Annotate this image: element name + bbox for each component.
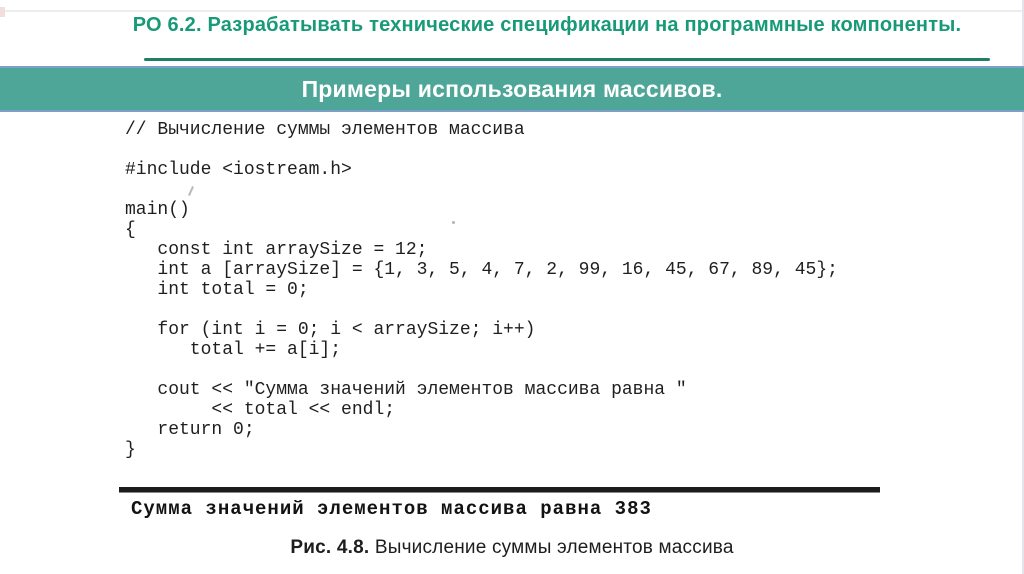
code-line: << total << endl; xyxy=(125,400,396,420)
header-underline-rule xyxy=(144,58,990,61)
scan-artifact-dot xyxy=(452,221,455,224)
code-line xyxy=(125,180,838,200)
code-line xyxy=(125,360,838,380)
code-line: const int arraySize = 12; xyxy=(125,240,428,260)
code-line: total += a[i]; xyxy=(125,340,342,360)
code-line xyxy=(125,300,838,320)
figure-caption-number: Рис. 4.8. xyxy=(290,537,370,558)
code-line: #include <iostream.h> xyxy=(125,160,352,180)
section-banner xyxy=(0,66,1024,112)
code-line: { xyxy=(125,220,136,240)
code-line: // Вычисление суммы элементов массива xyxy=(125,120,525,140)
code-line: main() xyxy=(125,200,190,220)
slide-header-title: РО 6.2. Разрабатывать технические спецификации на программные компоненты. xyxy=(132,14,962,36)
code-line xyxy=(125,140,838,160)
code-line: } xyxy=(125,440,136,460)
top-hairline xyxy=(0,10,1024,12)
figure-caption xyxy=(0,537,1024,559)
code-listing xyxy=(125,120,838,460)
code-line: for (int i = 0; i < arraySize; i++) xyxy=(125,320,536,340)
corner-scan-mark xyxy=(0,7,5,17)
program-output-rule xyxy=(119,487,880,492)
code-line: cout << "Сумма значений элементов массива равна " xyxy=(125,380,687,400)
code-line: int total = 0; xyxy=(125,280,309,300)
figure-caption-text: Вычисление суммы элементов массива xyxy=(369,537,734,558)
program-output-text: Сумма значений элементов массива равна 383 xyxy=(131,498,652,520)
code-line: int a [arraySize] = {1, 3, 5, 4, 7, 2, 99, 16, 45, 67, 89, 45}; xyxy=(125,260,838,280)
code-line: return 0; xyxy=(125,420,255,440)
section-banner-title: Примеры использования массивов. xyxy=(301,75,723,102)
